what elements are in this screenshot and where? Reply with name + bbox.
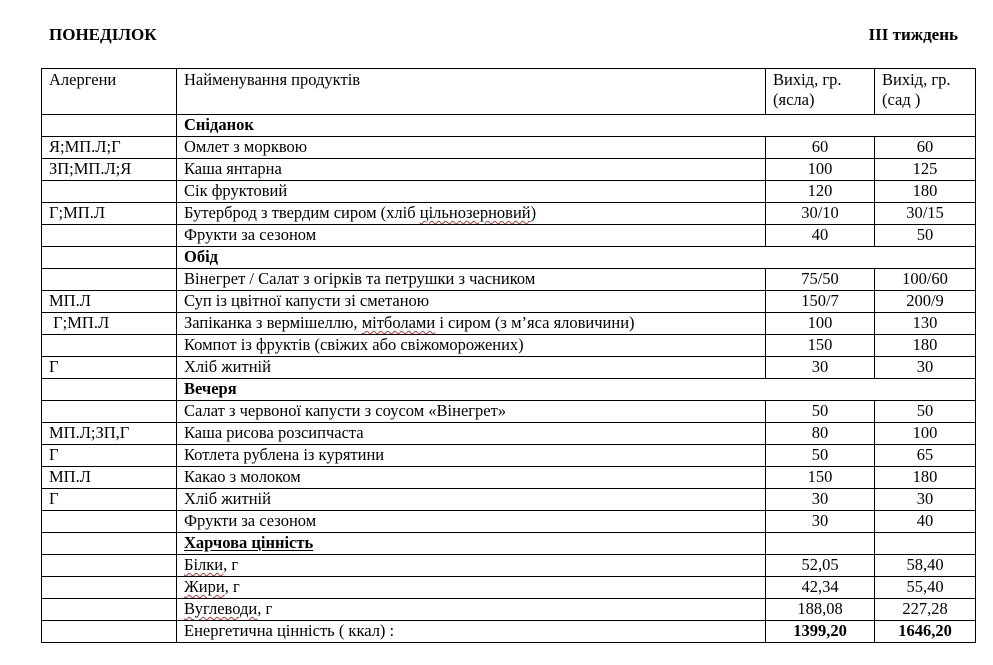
nursery-output-cell: 150/7 xyxy=(766,291,875,313)
nursery-output-cell: 75/50 xyxy=(766,269,875,291)
garden-output-cell: 40 xyxy=(875,511,976,533)
header-output-garden-line2: (сад ) xyxy=(882,90,921,109)
spellcheck-word: мітболами xyxy=(361,313,436,332)
product-text: Запіканка з вермішеллю, xyxy=(184,313,362,332)
garden-output-cell: 50 xyxy=(875,225,976,247)
table-row xyxy=(42,357,976,379)
product-cell: Компот із фруктів (свіжих або свіжоморожених) xyxy=(177,335,766,357)
allergens-cell xyxy=(42,225,177,247)
garden-output-cell: 180 xyxy=(875,181,976,203)
day-title: ПОНЕДІЛОК xyxy=(49,25,157,44)
nursery-output-cell: 150 xyxy=(766,467,875,489)
nursery-output-cell: 50 xyxy=(766,445,875,467)
garden-energy-cell: 1646,20 xyxy=(875,621,976,643)
section-row-breakfast xyxy=(42,115,976,137)
garden-output-cell: 227,28 xyxy=(875,599,976,621)
garden-output-cell: 130 xyxy=(875,313,976,335)
header-product: Найменування продуктів xyxy=(177,69,766,115)
empty-cell xyxy=(42,577,177,599)
product-cell: Фрукти за сезоном xyxy=(177,225,766,247)
product-text: і сиром (з м’яса яловичини) xyxy=(435,313,635,332)
table-row xyxy=(42,159,976,181)
table-row xyxy=(42,291,976,313)
product-cell: Хліб житній xyxy=(177,357,766,379)
product-cell: Фрукти за сезоном xyxy=(177,511,766,533)
empty-cell xyxy=(42,247,177,269)
allergens-cell xyxy=(42,181,177,203)
header-output-nursery xyxy=(766,69,875,115)
nursery-output-cell: 100 xyxy=(766,313,875,335)
product-cell: Омлет з морквою xyxy=(177,137,766,159)
product-text: ) xyxy=(530,203,537,222)
product-cell: Сік фруктовий xyxy=(177,181,766,203)
nursery-energy-cell: 1399,20 xyxy=(766,621,875,643)
nutrition-row-energy xyxy=(42,621,976,643)
nutrient-label xyxy=(177,599,766,621)
nursery-output-cell: 60 xyxy=(766,137,875,159)
table-row xyxy=(42,423,976,445)
nursery-output-cell: 150 xyxy=(766,335,875,357)
table-row xyxy=(42,489,976,511)
allergens-cell: МП.Л;ЗП,Г xyxy=(42,423,177,445)
garden-output-cell: 55,40 xyxy=(875,577,976,599)
empty-cell xyxy=(875,533,976,555)
header-output-nursery-line1: Вихід, гр. xyxy=(773,70,842,89)
section-row-nutrition xyxy=(42,533,976,555)
nutrient-label xyxy=(177,555,766,577)
garden-output-cell: 30 xyxy=(875,489,976,511)
empty-cell xyxy=(766,533,875,555)
nursery-output-cell: 42,34 xyxy=(766,577,875,599)
product-cell: Каша рисова розсипчаста xyxy=(177,423,766,445)
section-title-breakfast: Сніданок xyxy=(177,115,976,137)
product-cell: Котлета рублена із курятини xyxy=(177,445,766,467)
allergens-cell xyxy=(42,511,177,533)
nursery-output-cell: 30 xyxy=(766,511,875,533)
nutrition-row-carbs xyxy=(42,599,976,621)
table-row xyxy=(42,401,976,423)
nutrient-name: Жири xyxy=(184,577,225,596)
table-row xyxy=(42,445,976,467)
nursery-output-cell: 40 xyxy=(766,225,875,247)
product-cell: Хліб житній xyxy=(177,489,766,511)
table-row xyxy=(42,269,976,291)
allergens-cell: ЗП;МП.Л;Я xyxy=(42,159,177,181)
section-title-nutrition xyxy=(177,533,766,555)
nursery-output-cell: 188,08 xyxy=(766,599,875,621)
section-row-dinner xyxy=(42,379,976,401)
garden-output-cell: 200/9 xyxy=(875,291,976,313)
allergens-cell: Г;МП.Л xyxy=(42,313,177,335)
nutrition-title-text: Харчова цінність xyxy=(184,533,314,552)
allergens-cell xyxy=(42,335,177,357)
product-cell xyxy=(177,313,766,335)
allergens-cell: Г xyxy=(42,357,177,379)
garden-output-cell: 100/60 xyxy=(875,269,976,291)
header-output-garden-line1: Вихід, гр. xyxy=(882,70,951,89)
product-cell: Вінегрет / Салат з огірків та петрушки з часником xyxy=(177,269,766,291)
nursery-output-cell: 100 xyxy=(766,159,875,181)
table-row xyxy=(42,225,976,247)
section-title-dinner: Вечеря xyxy=(177,379,976,401)
garden-output-cell: 58,40 xyxy=(875,555,976,577)
garden-output-cell: 125 xyxy=(875,159,976,181)
table-row xyxy=(42,203,976,225)
product-cell: Каша янтарна xyxy=(177,159,766,181)
empty-cell xyxy=(42,533,177,555)
spellcheck-word: цільнозерновий xyxy=(419,203,531,222)
product-cell xyxy=(177,203,766,225)
garden-output-cell: 30/15 xyxy=(875,203,976,225)
empty-cell xyxy=(42,555,177,577)
energy-label: Енергетична цінність ( ккал) : xyxy=(177,621,766,643)
garden-output-cell: 50 xyxy=(875,401,976,423)
product-cell: Суп із цвітної капусти зі сметаною xyxy=(177,291,766,313)
nutrition-row-proteins xyxy=(42,555,976,577)
nursery-output-cell: 52,05 xyxy=(766,555,875,577)
section-row-lunch xyxy=(42,247,976,269)
garden-output-cell: 60 xyxy=(875,137,976,159)
nursery-output-cell: 120 xyxy=(766,181,875,203)
table-header-row xyxy=(42,69,976,115)
allergens-cell: Г xyxy=(42,489,177,511)
nursery-output-cell: 80 xyxy=(766,423,875,445)
empty-cell xyxy=(42,115,177,137)
allergens-cell: Г;МП.Л xyxy=(42,203,177,225)
nutrient-unit: , г xyxy=(224,577,240,596)
week-label: ІІІ тиждень xyxy=(868,25,958,44)
table-row xyxy=(42,511,976,533)
table-row xyxy=(42,467,976,489)
empty-cell xyxy=(42,621,177,643)
nursery-output-cell: 30 xyxy=(766,489,875,511)
empty-cell xyxy=(42,379,177,401)
nutrition-row-fats xyxy=(42,577,976,599)
menu-table xyxy=(41,68,976,643)
nursery-output-cell: 30 xyxy=(766,357,875,379)
garden-output-cell: 100 xyxy=(875,423,976,445)
nutrient-unit: , г xyxy=(223,555,239,574)
allergens-cell: Г xyxy=(42,445,177,467)
garden-output-cell: 180 xyxy=(875,335,976,357)
nutrient-name: Вуглеводи xyxy=(184,599,258,618)
garden-output-cell: 180 xyxy=(875,467,976,489)
nursery-output-cell: 50 xyxy=(766,401,875,423)
table-row xyxy=(42,137,976,159)
nursery-output-cell: 30/10 xyxy=(766,203,875,225)
product-text: Бутерброд з твердим сиром (хліб xyxy=(184,203,420,222)
nutrient-name: Білки xyxy=(184,555,224,574)
garden-output-cell: 30 xyxy=(875,357,976,379)
allergens-cell xyxy=(42,401,177,423)
table-row xyxy=(42,181,976,203)
section-title-lunch: Обід xyxy=(177,247,976,269)
empty-cell xyxy=(42,599,177,621)
header-output-garden xyxy=(875,69,976,115)
table-row xyxy=(42,313,976,335)
table-row xyxy=(42,335,976,357)
allergens-cell: МП.Л xyxy=(42,291,177,313)
garden-output-cell: 65 xyxy=(875,445,976,467)
allergens-cell: Я;МП.Л;Г xyxy=(42,137,177,159)
allergens-cell xyxy=(42,269,177,291)
product-cell: Салат з червоної капусти з соусом «Вінегрет» xyxy=(177,401,766,423)
allergens-cell: МП.Л xyxy=(42,467,177,489)
product-cell: Какао з молоком xyxy=(177,467,766,489)
nutrient-label xyxy=(177,577,766,599)
header-output-nursery-line2: (ясла) xyxy=(773,90,815,109)
header-allergens: Алергени xyxy=(42,69,177,115)
nutrient-unit: , г xyxy=(257,599,273,618)
